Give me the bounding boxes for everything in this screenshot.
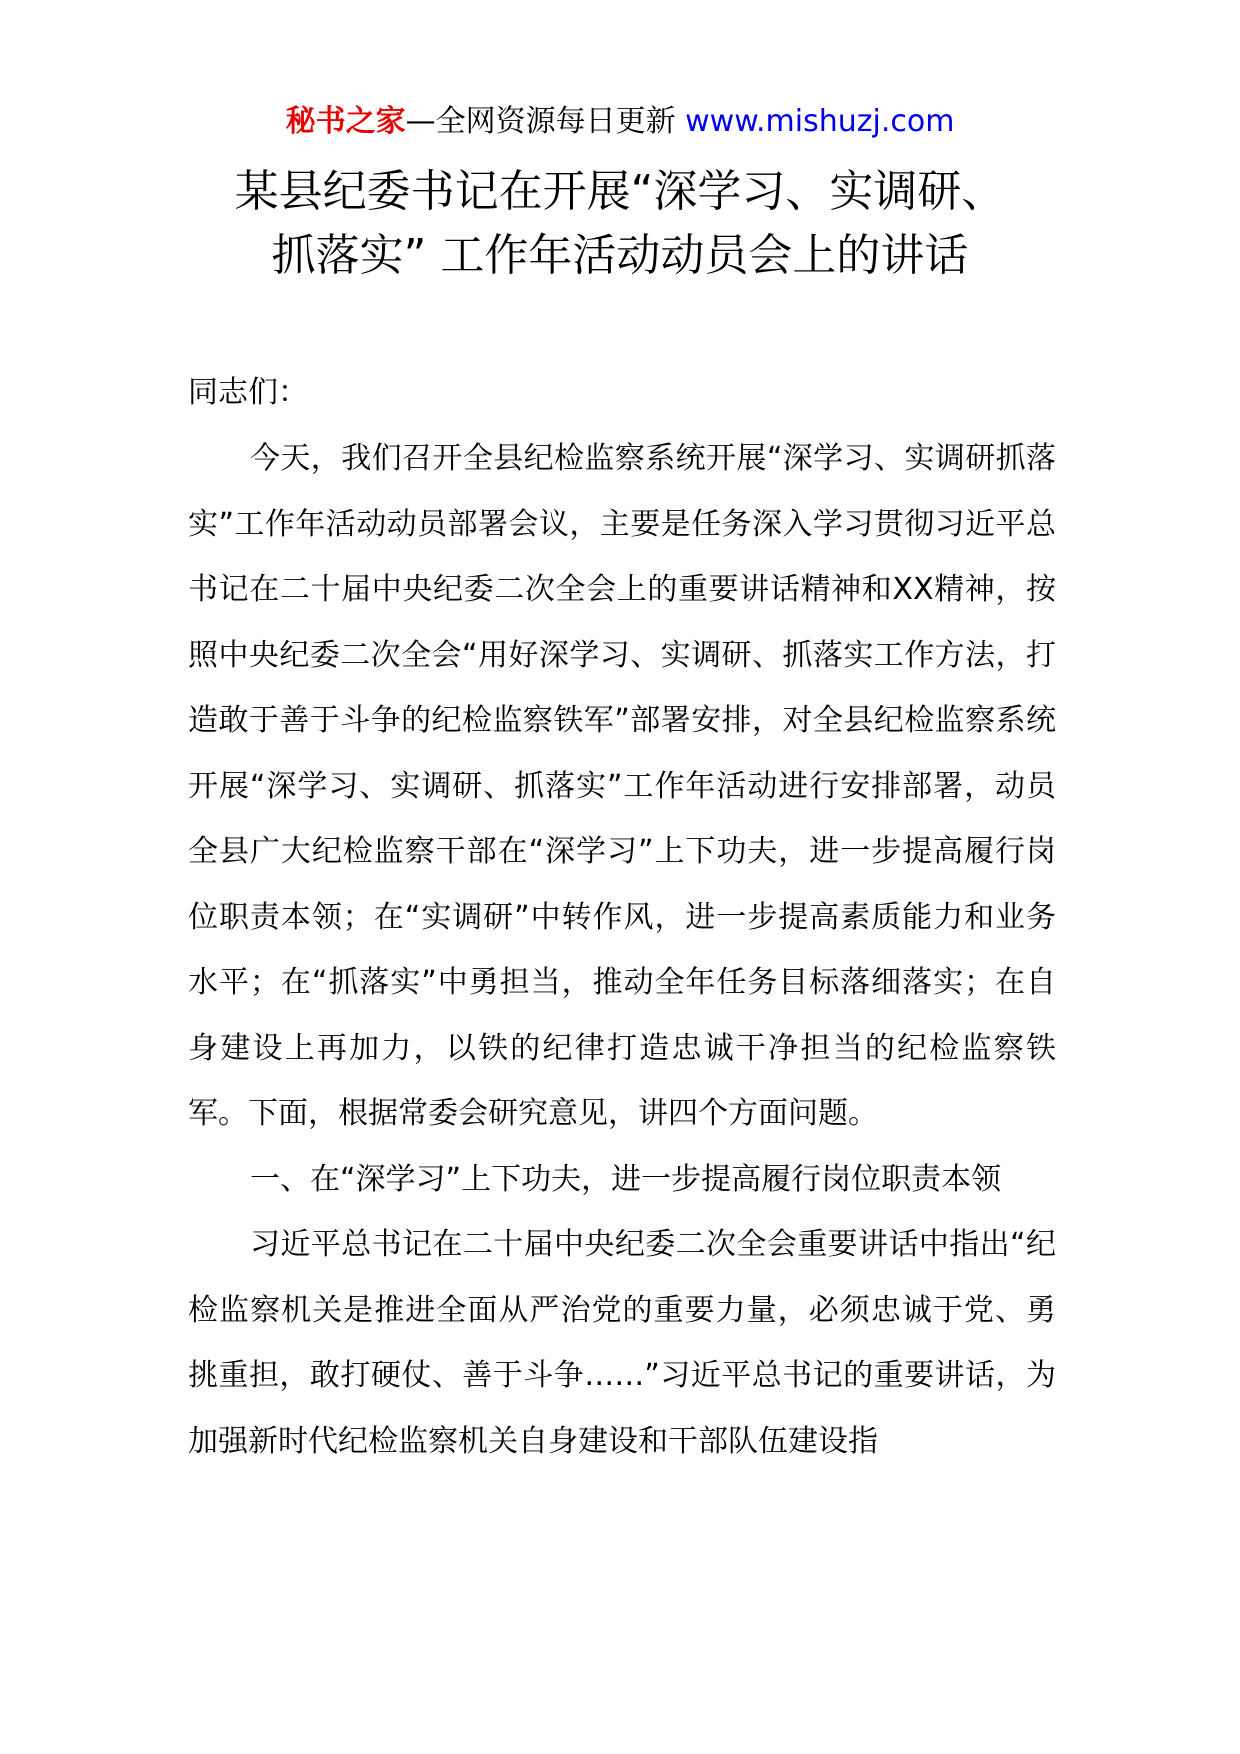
site-header-banner xyxy=(0,100,1240,144)
site-url-link[interactable]: www.mishuzj.com xyxy=(685,104,955,139)
paragraph-intro: 今天，我们召开全县纪检监察系统开展“深学习、实调研抓落实”工作年活动动员部署会议，主要是任务深入学习贯彻习近平总书记在二十届中央纪委二次全会上的重要讲话精神和XX精神，按照中央纪委二次全会“用好深学习、实调研、抓落实工作方法，打造敢于善于斗争的纪检监察铁军”部署安排，对全县纪检监察系统开展“深学习、实调研、抓落实”工作年活动进行安排部署，动员全县广大纪检监察干部在“深学习”上下功夫，进一步提高履行岗位职责本领；在“实调研”中转作风，进一步提高素质能力和业务水平；在“抓落实”中勇担当，推动全年任务目标落细落实；在自身建设上再加力，以铁的纪律打造忠诚干净担当的纪检监察铁军。下面，根据常委会研究意见，讲四个方面问题。 xyxy=(188,441,1056,1131)
title-line-1: 某县纪委书记在开展“深学习、实调研、 xyxy=(234,166,1006,217)
salutation: 同志们： xyxy=(188,375,308,410)
brand-name: 秘书之家 xyxy=(285,104,406,139)
header-tagline: —全网资源每日更新 xyxy=(405,104,676,139)
section-heading-1: 一、在“深学习”上下功夫，进一步提高履行岗位职责本领 xyxy=(250,1161,1002,1197)
paragraph-section-1: 习近平总书记在二十届中央纪委二次全会重要讲话中指出“纪检监察机关是推进全面从严治党的重要力量，必须忠诚于党、勇挑重担，敢打硬仗、善于斗争……”习近平总书记的重要讲话，为加强新时代纪检监察机关自身建设和干部队伍建设指 xyxy=(188,1227,1056,1459)
document-title xyxy=(0,160,1240,288)
title-line-2: 抓落实” 工作年活动动员会上的讲话 xyxy=(271,230,969,281)
document-body xyxy=(188,360,1056,1474)
